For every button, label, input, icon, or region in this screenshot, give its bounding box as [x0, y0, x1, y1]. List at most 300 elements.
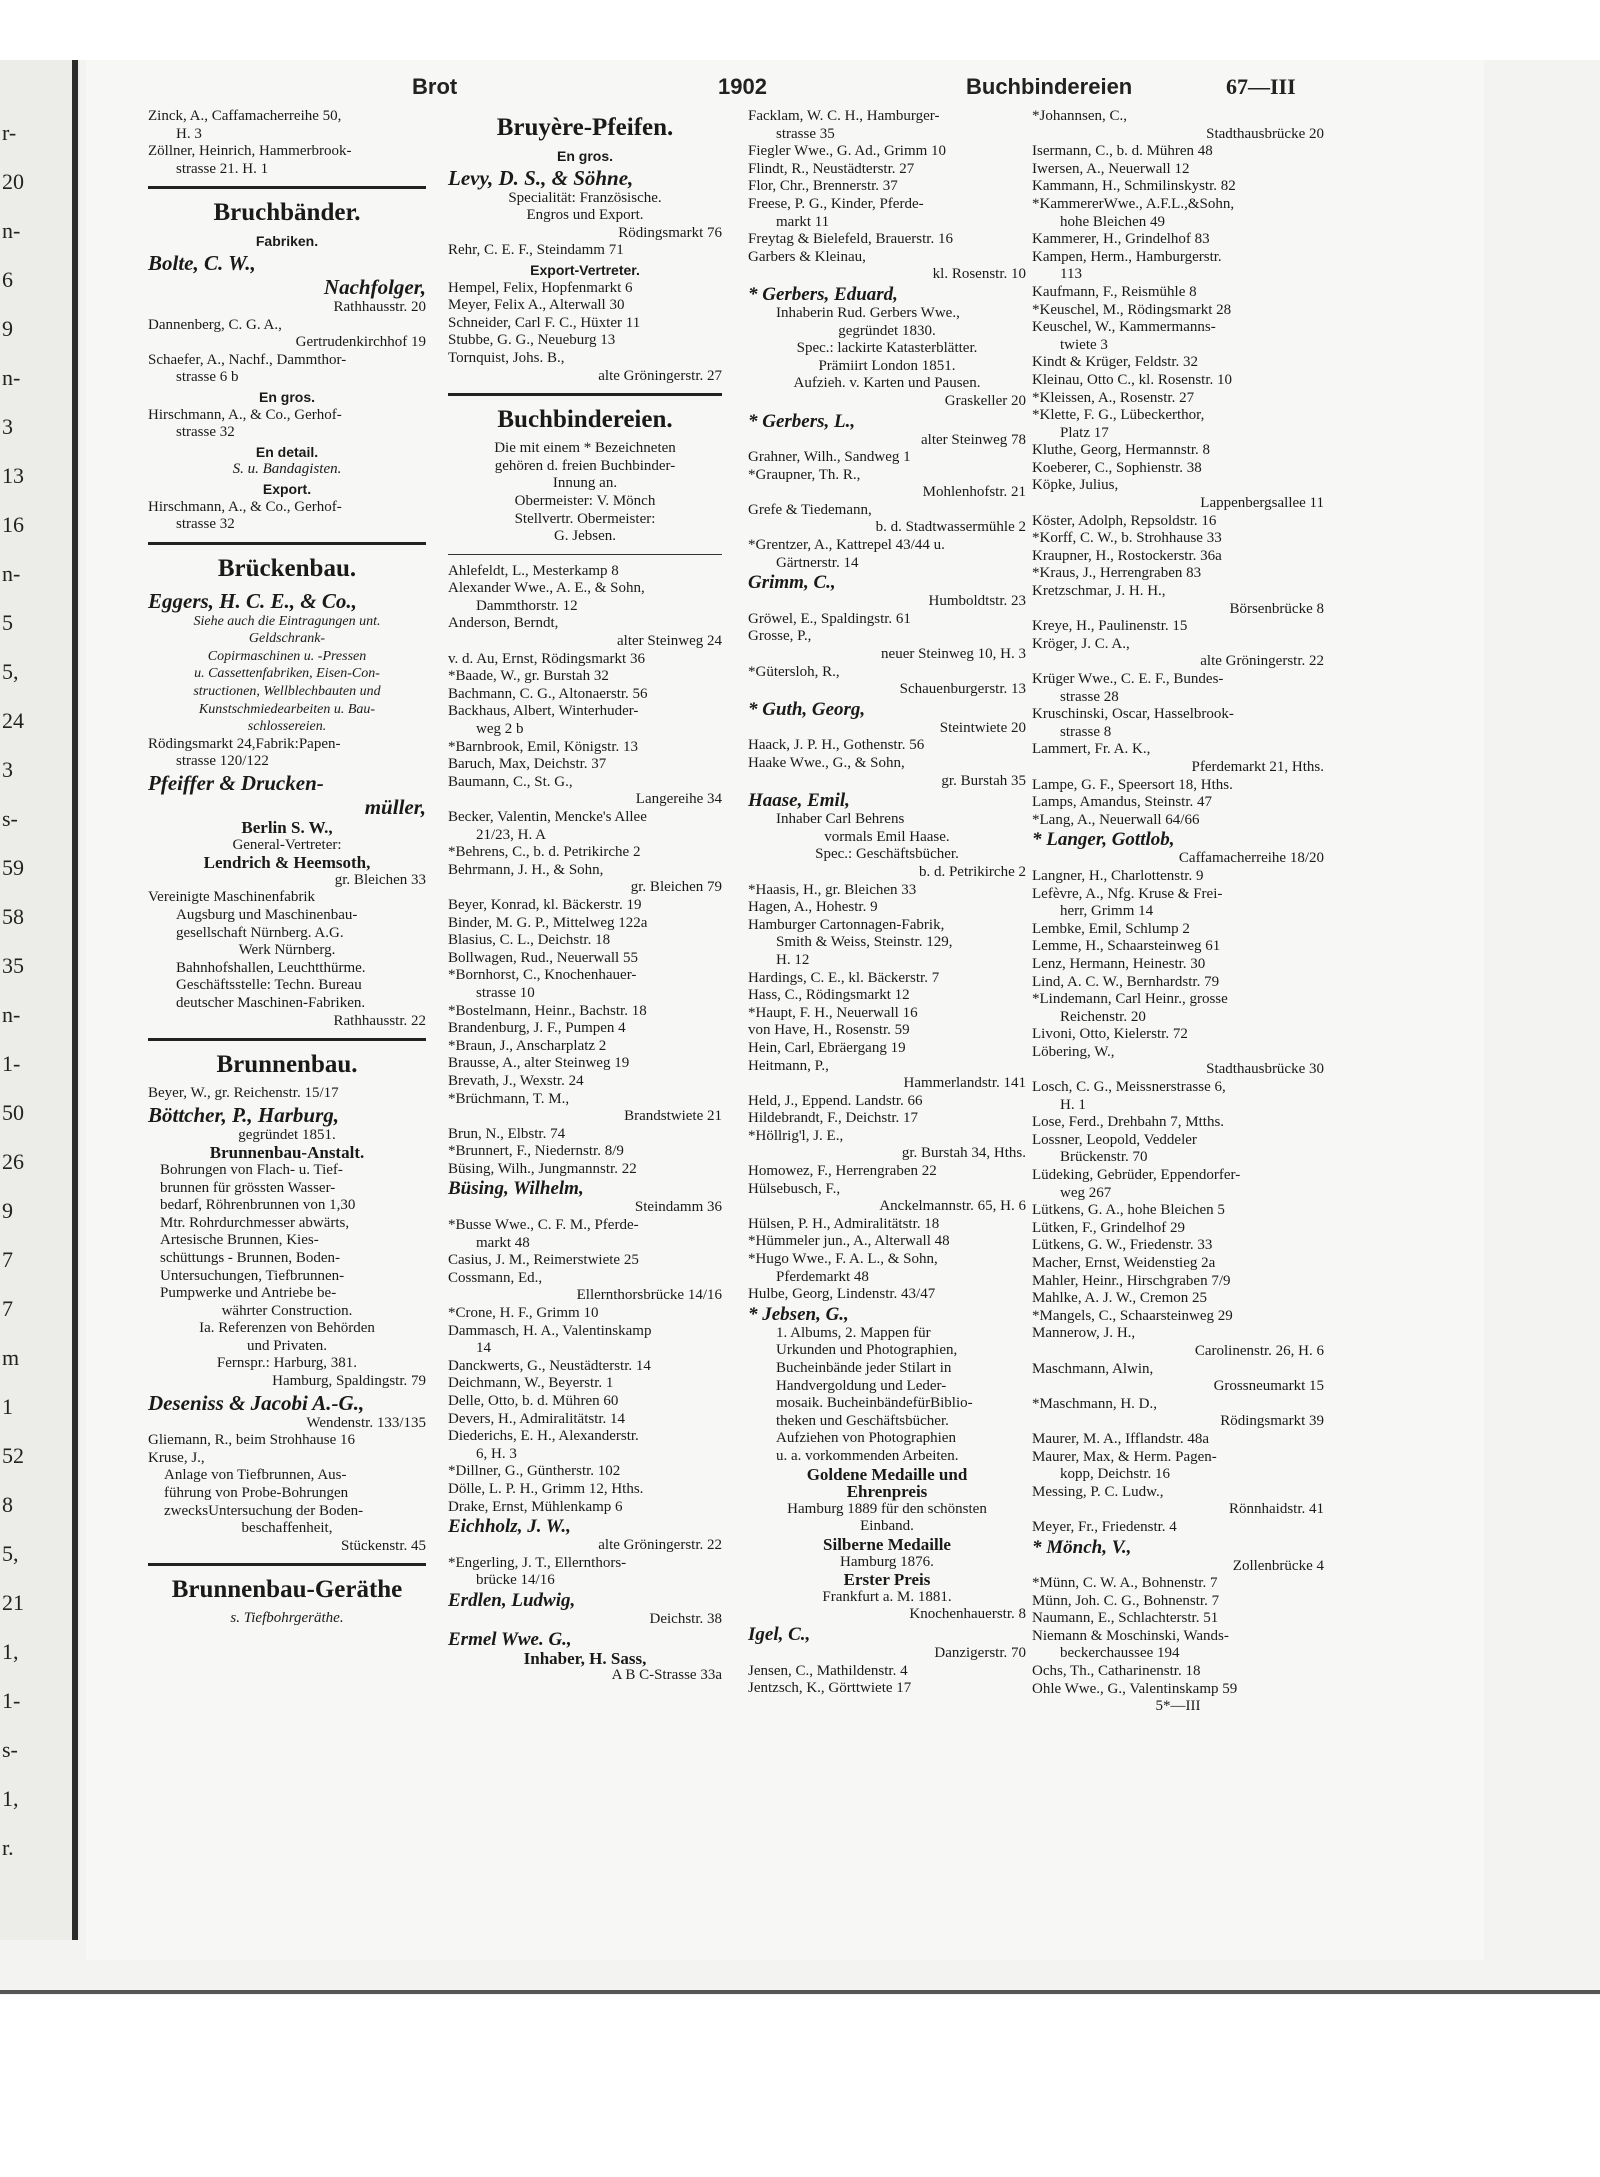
entry-line: Kaufmann, F., Reismühle 8 [1032, 283, 1197, 300]
entry-line: *Brüchmann, T. M., [448, 1090, 570, 1107]
entry-line: markt 48 [476, 1234, 530, 1251]
margin-fragment: m [2, 1345, 20, 1370]
entry-line: Hamburg 1889 für den schönsten [787, 1500, 987, 1517]
entry-line: *Crone, H. F., Grimm 10 [448, 1305, 599, 1322]
entry-line: Danzigerstr. 70 [934, 1644, 1026, 1661]
entry-line: weg 2 b [476, 721, 524, 738]
entry-line: Grahner, Wilh., Sandweg 1 [748, 449, 911, 466]
advert-text: Anlage von Tiefbrunnen, Aus- [164, 1467, 347, 1484]
entry-line: gr. Bleichen 79 [630, 879, 722, 896]
entry-line: Homowez, F., Herrengraben 22 [748, 1163, 937, 1180]
advert-city: Berlin S. W., [241, 818, 333, 838]
entry-line: *Gütersloh, R., [748, 663, 840, 680]
advert-text: führung von Probe-Bohrungen [164, 1485, 349, 1502]
entry-line: *Baade, W., gr. Burstah 32 [448, 668, 609, 685]
entry-line: theken und Geschäftsbücher. [776, 1412, 949, 1429]
advert-name: Nachfolger, [323, 274, 426, 299]
entry-line: *Maschmann, H. D., [1032, 1395, 1157, 1412]
entry-line: Börsenbrücke 8 [1229, 600, 1324, 617]
header-section-title: Buchbindereien [966, 74, 1133, 99]
entry-line: Kröger, J. C. A., [1032, 635, 1130, 652]
entry-line: Flindt, R., Neustädterstr. 27 [748, 160, 915, 177]
header-left-word: Brot [412, 74, 458, 99]
entry-line: Freese, P. G., Kinder, Pferde- [748, 195, 924, 212]
advert-text: Siehe auch die Eintragungen unt. [193, 613, 381, 629]
entry-line: Hagen, A., Hohestr. 9 [748, 899, 878, 916]
entry-line: Hass, C., Rödingsmarkt 12 [748, 987, 910, 1004]
entry-line: Drake, Ernst, Mühlenkamp 6 [448, 1498, 623, 1515]
entry-line: *Keuschel, M., Rödingsmarkt 28 [1032, 301, 1232, 318]
entry-line: Rödingsmarkt 24,Fabrik:Papen- [148, 735, 341, 752]
entry-line: Kampen, Herm., Hamburgerstr. [1032, 248, 1222, 265]
entry-line: Spec.: lackirte Katasterblätter. [796, 340, 978, 357]
entry-line: Langereihe 34 [635, 791, 722, 808]
entry-line: alte Gröningerstr. 22 [598, 1537, 722, 1554]
entry-line: Brausse, A., alter Steinweg 19 [448, 1055, 630, 1072]
entry-line: Spec.: Geschäftsbücher. [815, 846, 959, 863]
advert-heading: Brunnenbau-Anstalt. [209, 1143, 365, 1163]
entry-line: Messing, P. C. Ludw., [1032, 1483, 1164, 1500]
entry-line: gr. Burstah 35 [941, 772, 1026, 789]
entry-line: Garbers & Kleinau, [748, 248, 866, 265]
entry-line: Lembke, Emil, Schlump 2 [1032, 920, 1190, 937]
entry-line: Gertrudenkirchhof 19 [295, 334, 426, 351]
entry-line: Iwersen, A., Neuerwall 12 [1032, 160, 1190, 177]
section-divider [148, 186, 426, 189]
entry-line: Rödingsmarkt 39 [1220, 1413, 1324, 1430]
margin-fragment: 3 [2, 414, 13, 439]
subheading: Export-Vertreter. [530, 261, 640, 278]
advert-text: brunnen für grössten Wasser- [160, 1179, 336, 1196]
entry-line: Köster, Adolph, Repsoldstr. 16 [1032, 512, 1217, 529]
advert-name: müller, [364, 795, 426, 820]
advert-name: Eichholz, J. W., [448, 1516, 571, 1538]
entry-line: Büsing, Wilh., Jungmannstr. 22 [448, 1160, 637, 1177]
entry-line: Maschmann, Alwin, [1032, 1360, 1154, 1377]
entry-line: Rödingsmarkt 76 [618, 224, 722, 241]
entry-line: *Mangels, C., Schaarsteinweg 29 [1032, 1307, 1233, 1324]
advert-text: Specialität: Französische. [508, 189, 662, 206]
section-title-brunnenbau-geraethe: Brunnenbau-Geräthe [171, 1576, 403, 1604]
entry-line: deutscher Maschinen-Fabriken. [176, 994, 366, 1011]
intro-text: G. Jebsen. [553, 528, 617, 545]
entry-line: Schneider, Carl F. C., Hüxter 11 [448, 314, 641, 331]
entry-line: 14 [476, 1340, 491, 1357]
entry-line: Naumann, E., Schlachterstr. 51 [1032, 1610, 1219, 1627]
entry-line: herr, Grimm 14 [1060, 903, 1154, 920]
margin-fragment: r- [2, 120, 17, 145]
entry-line: Dölle, L. P. H., Grimm 12, Hths. [448, 1480, 644, 1497]
entry-line: *Kleissen, A., Rosenstr. 27 [1032, 389, 1195, 406]
previous-page-edge [0, 60, 80, 1940]
entry-line: Stubbe, G. G., Neueburg 13 [448, 332, 616, 349]
entry-line: *Behrens, C., b. d. Petrikirche 2 [448, 844, 641, 861]
entry-line: *Brunnert, F., Niedernstr. 8/9 [448, 1143, 624, 1160]
entry-line: *Lindemann, Carl Heinr., grosse [1032, 991, 1228, 1008]
advert-name: Grimm, C., [748, 572, 836, 594]
margin-fragment: 1, [2, 1786, 19, 1811]
entry-line: Meyer, Felix A., Alterwall 30 [448, 297, 625, 314]
entry-line: Schaefer, A., Nachf., Dammthor- [148, 351, 347, 368]
entry-line: Deichstr. 38 [649, 1610, 722, 1627]
entry-line: Smith & Weiss, Steinstr. 129, [776, 934, 953, 951]
entry-line: alte Gröningerstr. 22 [1200, 653, 1324, 670]
cross-reference: s. Tiefbohrgeräthe. [230, 1610, 344, 1627]
advert-text: bedarf, Röhrenbrunnen von 1,30 [160, 1197, 356, 1214]
entry-line: *Hümmeler jun., A., Alterwall 48 [748, 1233, 950, 1250]
entry-line: *Hugo Wwe., F. A. L., & Sohn, [748, 1251, 938, 1268]
margin-fragment: 3 [2, 757, 13, 782]
advert-text: Kunstschmiedearbeiten u. Bau- [198, 701, 376, 717]
margin-fragment: 1 [2, 1394, 13, 1419]
entry-line: Steindamm 36 [634, 1199, 722, 1216]
entry-line: H. 3 [176, 125, 202, 142]
section-divider [148, 1038, 426, 1041]
entry-line: Hamburger Cartonnagen-Fabrik, [748, 916, 945, 933]
advert-name: Haase, Emil, [748, 790, 850, 812]
margin-fragment: 58 [2, 904, 24, 929]
margin-fragment: 24 [2, 708, 24, 733]
margin-fragment: 1, [2, 1639, 19, 1664]
entry-line: *Engerling, J. T., Ellernthors- [448, 1554, 627, 1571]
entry-line: Lose, Ferd., Drehbahn 7, Mtths. [1032, 1114, 1225, 1131]
entry-line: Brandstwiete 21 [624, 1108, 722, 1125]
entry-line: *Klette, F. G., Lübeckerthor, [1032, 407, 1205, 424]
advert-text: Geldschrank- [248, 631, 326, 647]
entry-line: Gröwel, E., Spaldingstr. 61 [748, 610, 911, 627]
entry-line: Dannenberg, C. G. A., [148, 316, 282, 333]
entry-line: Rönnhaidstr. 41 [1228, 1501, 1324, 1518]
entry-line: gr. Bleichen 33 [334, 871, 426, 888]
entry-line: Alexander Wwe., A. E., & Sohn, [448, 580, 645, 597]
entry-line: twiete 3 [1060, 336, 1108, 353]
entry-line: alter Steinweg 78 [921, 431, 1026, 448]
entry-line: markt 11 [776, 213, 830, 230]
entry-line: Hardings, C. E., kl. Bäckerstr. 7 [748, 969, 940, 986]
entry-line: Inhaber Carl Behrens [776, 811, 905, 828]
entry-line: Kreye, H., Paulinenstr. 15 [1032, 618, 1188, 635]
entry-line: Hülsebusch, F., [748, 1180, 841, 1197]
entry-line: gr. Burstah 34, Hths. [901, 1145, 1026, 1162]
entry-line: Hamburg 1876. [840, 1553, 934, 1570]
entry-line: Köpke, Julius, [1032, 477, 1119, 494]
entry-line: Ohle Wwe., G., Valentinskamp 59 [1032, 1680, 1238, 1697]
entry-line: strasse 32 [176, 424, 235, 441]
subheading: En detail. [255, 443, 319, 460]
margin-fragment: 52 [2, 1443, 24, 1468]
advert-text: Mtr. Rohrdurchmesser abwärts, [160, 1214, 350, 1231]
entry-line: strasse 32 [176, 516, 235, 533]
entry-line: Cossmann, Ed., [448, 1269, 543, 1286]
directory-entries [1032, 108, 1324, 1716]
entry-line: Lammert, Fr. A. K., [1032, 741, 1151, 758]
entry-line: Zollenbrücke 4 [1232, 1557, 1324, 1574]
entry-line: Bahnhofshallen, Leuchtthürme. [176, 959, 366, 976]
entry-line: Grossneumarkt 15 [1213, 1378, 1324, 1395]
column-1 [148, 108, 426, 1628]
entry-line: Rathhausstr. 22 [333, 1012, 426, 1029]
entry-line: gegründet 1830. [838, 322, 936, 339]
entry-line: Brandenburg, J. F., Pumpen 4 [448, 1020, 626, 1037]
entry-line: Heitmann, P., [748, 1057, 829, 1074]
advert-text: und Privaten. [247, 1337, 327, 1354]
intro-text: Die mit einem * Bezeichneten [494, 440, 676, 457]
entry-line: Reichenstr. 20 [1060, 1008, 1146, 1025]
margin-fragment: 5, [2, 1541, 19, 1566]
margin-fragment: s- [2, 1737, 18, 1762]
entry-line: A B C-Strasse 33a [611, 1667, 722, 1684]
section-title-bruyere-pfeifen: Bruyère-Pfeifen. [496, 114, 674, 141]
advert-name: * Jebsen, G., [748, 1303, 849, 1325]
entry-line: Stadthausbrücke 30 [1206, 1061, 1324, 1078]
entry-line: u. a. vorkommenden Arbeiten. [776, 1447, 959, 1464]
entry-line: Erster Preis [843, 1570, 931, 1590]
intro-text: gehören d. freien Buchbinder- [494, 457, 676, 474]
entry-line: Backhaus, Albert, Winterhuder- [448, 703, 639, 720]
entry-line: Ellernthorsbrücke 14/16 [576, 1287, 722, 1304]
section-title-buchbindereien: Buchbindereien. [497, 406, 673, 434]
entry-line: Inhaberin Rud. Gerbers Wwe., [776, 304, 960, 321]
entry-line: Keuschel, W., Kammermanns- [1032, 319, 1216, 336]
cross-reference: S. u. Bandagisten. [232, 461, 342, 478]
advert-name: Ermel Wwe. G., [448, 1628, 572, 1650]
entry-line: Brevath, J., Wexstr. 24 [448, 1072, 584, 1089]
entry-line: Jentzsch, K., Görttwiete 17 [748, 1680, 912, 1697]
margin-fragment: 1- [2, 1688, 21, 1713]
entry-line: Aufzieh. v. Karten und Pausen. [793, 375, 981, 392]
entry-line: kopp, Deichstr. 16 [1060, 1466, 1170, 1483]
entry-line: strasse 8 [1060, 723, 1112, 740]
entry-line: Binder, M. G. P., Mittelweg 122a [448, 914, 648, 931]
entry-line: beckerchaussee 194 [1060, 1645, 1180, 1662]
section-divider [448, 554, 722, 555]
entry-line: Humboldtstr. 23 [928, 593, 1026, 610]
entry-line: v. d. Au, Ernst, Rödingsmarkt 36 [448, 650, 645, 667]
entry-line: Lossner, Leopold, Veddeler [1032, 1131, 1197, 1148]
entry-line: Held, J., Eppend. Landstr. 66 [748, 1092, 923, 1109]
entry-line: Pferdemarkt 21, Hths. [1191, 758, 1324, 775]
advert-name: Levy, D. S., & Söhne, [448, 165, 634, 190]
entry-line: Löbering, W., [1032, 1043, 1115, 1060]
entry-line: Koeberer, C., Sophienstr. 38 [1032, 459, 1202, 476]
margin-fragment: 13 [2, 463, 24, 488]
entry-line: gesellschaft Nürnberg. A.G. [176, 924, 344, 941]
entry-line: *Grentzer, A., Kattrepel 43/44 u. [748, 537, 945, 554]
advert-name: * Gerbers, Eduard, [748, 283, 898, 305]
entry-line: Brückenstr. 70 [1060, 1149, 1148, 1166]
entry-line: Bollwagen, Rud., Neuerwall 55 [448, 949, 638, 966]
entry-line: Werk Nürnberg. [238, 942, 336, 959]
entry-line: Isermann, C., b. d. Mühren 48 [1032, 143, 1213, 160]
advert-name: * Langer, Gottlob, [1032, 829, 1175, 851]
section-title-bruchbaender: Bruchbänder. [213, 199, 361, 227]
entry-line: Kluthe, Georg, Hermannstr. 8 [1032, 442, 1211, 459]
entry-line: Haack, J. P. H., Gothenstr. 56 [748, 737, 925, 754]
advert-text: schüttungs - Brunnen, Boden- [160, 1249, 340, 1266]
entry-line: Hildebrandt, F., Deichstr. 17 [748, 1110, 919, 1127]
entry-line: Lütken, F., Grindelhof 29 [1032, 1219, 1185, 1236]
entry-line: Devers, H., Admiralitätstr. 14 [448, 1410, 626, 1427]
entry-line: Kruschinski, Oscar, Hasselbrook- [1032, 706, 1234, 723]
entry-line: Lütkens, G. W., Friedenstr. 33 [1032, 1237, 1213, 1254]
margin-fragment: n- [2, 218, 21, 243]
entry-line: Niemann & Moschinski, Wands- [1032, 1627, 1229, 1644]
advert-text: Engros und Export. [526, 207, 644, 224]
entry-line: Baumann, C., St. G., [448, 773, 573, 790]
page-number: 67—III [1226, 74, 1296, 99]
entry-line: Hulbe, Georg, Lindenstr. 43/47 [748, 1286, 936, 1303]
entry-line: Pferdemarkt 48 [776, 1268, 869, 1285]
margin-fragment: 5, [2, 659, 19, 684]
entry-line: Grefe & Tiedemann, [748, 501, 872, 518]
advert-name: Pfeiffer & Drucken- [148, 771, 324, 796]
column-4 [1032, 108, 1324, 1716]
entry-line: Maurer, Max, & Herm. Pagen- [1032, 1448, 1217, 1465]
entry-line: Anderson, Berndt, [448, 615, 559, 632]
entry-line: Danckwerts, G., Neustädterstr. 14 [448, 1357, 651, 1374]
entry-line: Münn, Joh. C. G., Bohnenstr. 7 [1032, 1592, 1220, 1609]
entry-line: *Kraus, J., Herrengraben 83 [1032, 565, 1202, 582]
advert-name: Erdlen, Ludwig, [448, 1589, 576, 1611]
advert-text: Fernspr.: Harburg, 381. [216, 1355, 358, 1372]
entry-line: Carolinenstr. 26, H. 6 [1194, 1342, 1324, 1359]
entry-line: Tornquist, Johs. B., [448, 349, 565, 366]
entry-line: brücke 14/16 [476, 1572, 555, 1589]
entry-line: Kindt & Krüger, Feldstr. 32 [1032, 354, 1199, 371]
section-title-brueckenbau: Brückenbau. [217, 554, 357, 582]
margin-fragment: s- [2, 806, 18, 831]
entry-line: Zinck, A., Caffamacherreihe 50, [148, 108, 342, 124]
entry-line: Becker, Valentin, Mencke's Allee [448, 809, 647, 825]
advert-name: Böttcher, P., Harburg, [148, 1102, 339, 1127]
entry-line: Hempel, Felix, Hopfenmarkt 6 [448, 279, 633, 296]
margin-fragment: 21 [2, 1590, 24, 1615]
entry-line: *Haupt, F. H., Neuerwall 16 [748, 1004, 918, 1021]
entry-line: strasse 6 b [176, 369, 239, 386]
entry-line: Haake Wwe., G., & Sohn, [748, 755, 905, 771]
advert-text: Bohrungen von Flach- u. Tief- [160, 1161, 343, 1178]
advert-text: Hamburg, Spaldingstr. 79 [272, 1373, 426, 1390]
margin-fragment: n- [2, 1002, 21, 1027]
entry-line: *Braun, J., Anscharplatz 2 [448, 1037, 607, 1054]
advert-name: Deseniss & Jacobi A.-G., [148, 1390, 365, 1415]
entry-line: Prämiirt London 1851. [818, 357, 956, 374]
entry-line: Lemme, H., Schaarsteinweg 61 [1032, 938, 1221, 955]
entry-line: Jensen, C., Mathildenstr. 4 [748, 1662, 908, 1679]
margin-fragment: r. [2, 1835, 14, 1860]
advert-text: structionen, Wellblechbauten und [193, 684, 381, 700]
subheading: Export. [262, 480, 312, 497]
advert-text: u. Cassettenfabriken, Eisen-Con- [194, 666, 380, 682]
margin-fragment: 50 [2, 1100, 24, 1125]
page-binding-edge [72, 60, 78, 1940]
entry-line: Casius, J. M., Reimerstwiete 25 [448, 1252, 639, 1269]
entry-line: Lütkens, G. A., hohe Bleichen 5 [1032, 1202, 1225, 1219]
entry-line: Diederichs, E. H., Alexanderstr. [448, 1428, 639, 1445]
intro-text: Stellvertr. Obermeister: [514, 510, 656, 527]
entry-line: Losch, C. G., Meissnerstrasse 6, [1032, 1079, 1226, 1096]
subheading: En gros. [258, 388, 315, 405]
advert-text: zwecksUntersuchung der Boden- [164, 1502, 364, 1519]
entry-line: 6, H. 3 [476, 1445, 517, 1462]
entry-line: hohe Bleichen 49 [1060, 213, 1165, 230]
margin-fragment: 1- [2, 1051, 21, 1076]
entry-line: *Busse Wwe., C. F. M., Pferde- [448, 1217, 639, 1234]
entry-line: Facklam, W. C. H., Hamburger- [748, 108, 940, 124]
entry-line: Bucheinbände jeder Stilart in [776, 1360, 952, 1376]
entry-line: *Graupner, Th. R., [748, 466, 861, 483]
margin-fragment: 6 [2, 267, 13, 292]
entry-line: Krüger Wwe., C. E. F., Bundes- [1032, 671, 1224, 687]
entry-line: Gärtnerstr. 14 [776, 554, 859, 571]
entry-line: Mahlke, A. J. W., Cremon 25 [1032, 1290, 1207, 1307]
advert-text: Copirmaschinen u. -Pressen [207, 648, 367, 664]
entry-line: Fiegler Wwe., G. Ad., Grimm 10 [748, 143, 947, 160]
entry-line: Beyer, W., gr. Reichenstr. 15/17 [148, 1085, 339, 1102]
entry-line: Langner, H., Charlottenstr. 9 [1032, 867, 1204, 884]
entry-line: Meyer, Fr., Friedenstr. 4 [1032, 1518, 1177, 1535]
subheading: En gros. [556, 148, 613, 164]
entry-line: Geschäftsstelle: Techn. Bureau [176, 977, 362, 994]
margin-fragment: 8 [2, 1492, 13, 1517]
entry-line: Stadthausbrücke 20 [1206, 125, 1324, 142]
section-divider [148, 542, 426, 545]
advert-name: Büsing, Wilhelm, [448, 1178, 584, 1200]
entry-line: Urkunden und Photographien, [776, 1342, 958, 1359]
entry-line: 5*—III [1155, 1698, 1201, 1715]
entry-line: Kleinau, Otto C., kl. Rosenstr. 10 [1032, 371, 1232, 388]
entry-line: Grosse, P., [748, 628, 812, 645]
entry-line: strasse 120/122 [176, 753, 269, 770]
margin-fragment: 16 [2, 512, 24, 537]
entry-line: Rehr, C. E. F., Steindamm 71 [448, 242, 624, 259]
entry-line: Mannerow, J. H., [1032, 1325, 1136, 1342]
entry-line: Augsburg und Maschinenbau- [176, 907, 358, 923]
entry-line: Lappenbergsallee 11 [1200, 495, 1324, 512]
entry-line: Kammann, H., Schmilinskystr. 82 [1032, 178, 1236, 195]
entry-line: Graskeller 20 [944, 392, 1026, 409]
entry-line: Kammerer, H., Grindelhof 83 [1032, 231, 1210, 248]
advert-text: General-Vertreter: [232, 836, 342, 853]
entry-line: *Lang, A., Neuerwall 64/66 [1032, 811, 1200, 828]
column-3 [748, 108, 1026, 1698]
entry-line: Blasius, C. L., Deichstr. 18 [448, 932, 611, 949]
margin-fragment: n- [2, 561, 21, 586]
entry-line: Ahlefeldt, L., Mesterkamp 8 [448, 562, 619, 579]
margin-fragment: 59 [2, 855, 24, 880]
entry-line: Baruch, Max, Deichstr. 37 [448, 756, 607, 773]
entry-line: 21/23, H. A [476, 826, 547, 843]
entry-line: Bachmann, C. G., Altonaerstr. 56 [448, 685, 648, 702]
entry-line: Kraupner, H., Rostockerstr. 36a [1032, 547, 1222, 564]
entry-line: Mohlenhofstr. 21 [922, 484, 1026, 501]
margin-fragment: 20 [2, 169, 24, 194]
entry-line: Lefèvre, A., Nfg. Kruse & Frei- [1032, 885, 1223, 902]
entry-line: b. d. Stadtwassermühle 2 [875, 519, 1026, 536]
entry-line: Hein, Carl, Ebräergang 19 [748, 1039, 906, 1056]
margin-fragment: 26 [2, 1149, 24, 1174]
entry-line: Hammerlandstr. 141 [903, 1075, 1026, 1092]
entry-line: Caffamacherreihe 18/20 [1178, 850, 1324, 867]
entry-line: Beyer, Konrad, kl. Bäckerstr. 19 [448, 896, 642, 913]
entry-line: *Dillner, G., Güntherstr. 102 [448, 1463, 621, 1480]
header-year: 1902 [718, 74, 767, 99]
entry-line: weg 267 [1060, 1184, 1112, 1201]
entry-line: *Höllrig'l, J. E., [748, 1127, 844, 1144]
entry-line: Hülsen, P. H., Admiralitätstr. 18 [748, 1215, 940, 1232]
entry-line: 113 [1060, 266, 1082, 283]
entry-line: von Have, H., Rosenstr. 59 [748, 1022, 910, 1039]
